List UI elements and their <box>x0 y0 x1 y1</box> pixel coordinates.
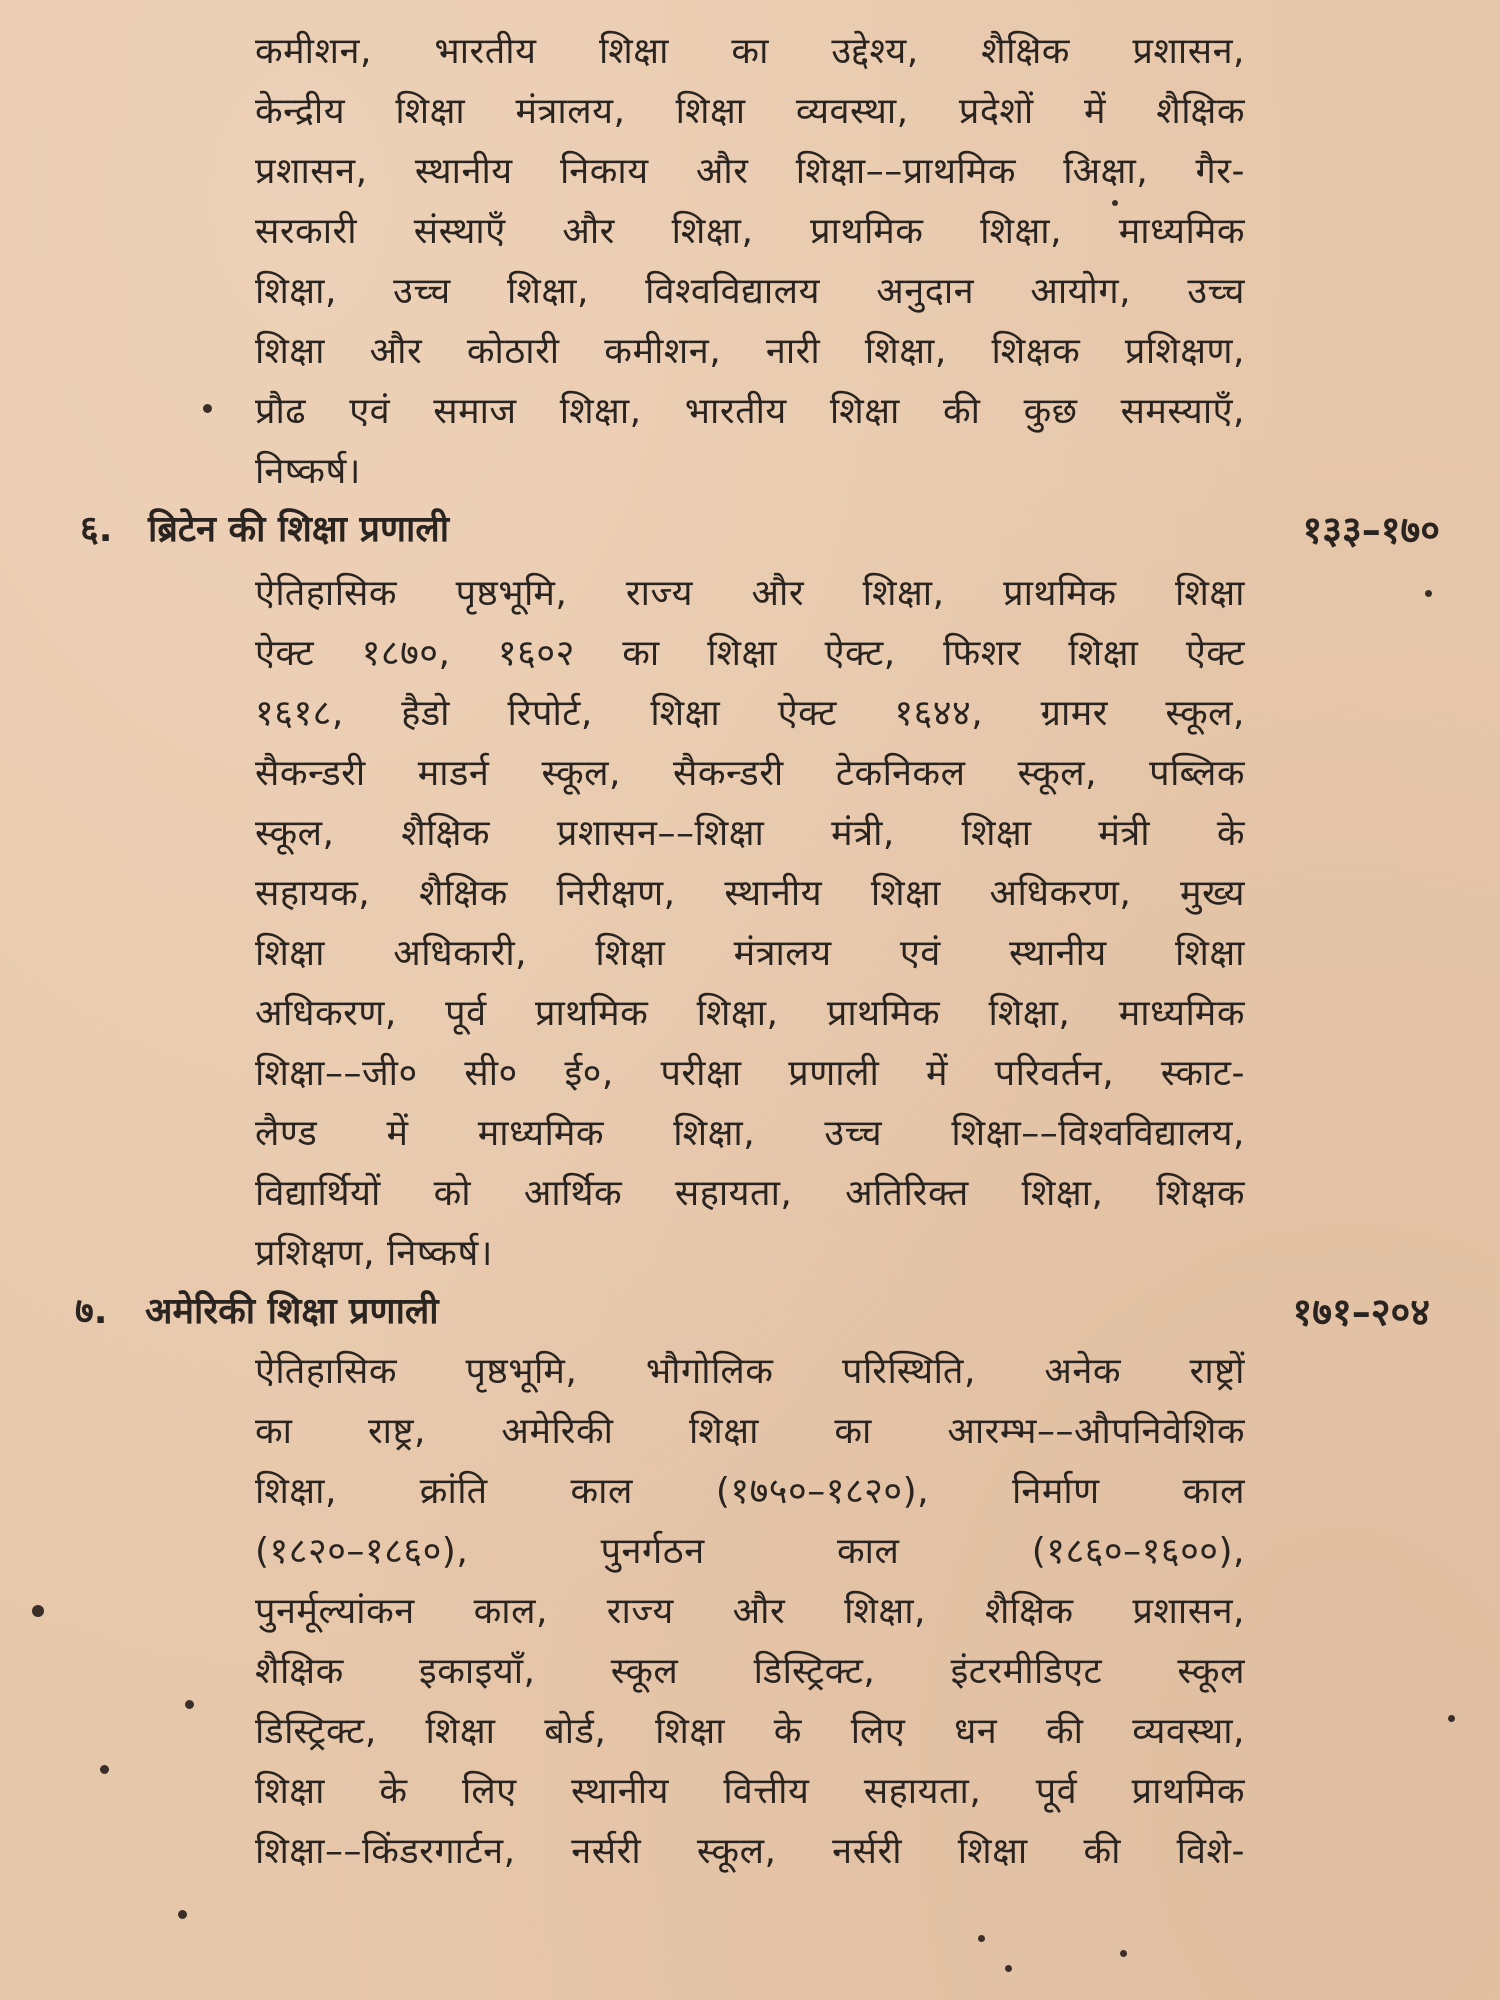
paper-speck <box>1448 1715 1455 1722</box>
paper-speck <box>978 1935 985 1942</box>
text-line: सहायक, शैक्षिक निरीक्षण, स्थानीय शिक्षा अधिकरण, मुख्य <box>255 873 1245 914</box>
section-number: ७. <box>75 1291 108 1332</box>
text-line: स्कूल, शैक्षिक प्रशासन––शिक्षा मंत्री, शिक्षा मंत्री के <box>255 813 1245 854</box>
paper-speck <box>1005 1965 1012 1972</box>
text-line: कमीशन, भारतीय शिक्षा का उद्देश्य, शैक्षिक प्रशासन, <box>255 31 1245 72</box>
paper-speck <box>178 1910 187 1919</box>
paper-speck <box>1112 200 1118 206</box>
text-line: शिक्षा के लिए स्थानीय वित्तीय सहायता, पूर्व प्राथमिक <box>255 1771 1245 1812</box>
paper-speck <box>1425 590 1432 597</box>
text-line: विद्यार्थियों को आर्थिक सहायता, अतिरिक्त शिक्षा, शिक्षक <box>255 1173 1245 1214</box>
text-line: प्रशिक्षण, निष्कर्ष। <box>255 1233 493 1274</box>
text-line: प्रौढ एवं समाज शिक्षा, भारतीय शिक्षा की कुछ समस्याएँ, <box>255 391 1245 432</box>
text-line: ऐक्ट १८७०, १६०२ का शिक्षा ऐक्ट, फिशर शिक्षा ऐक्ट <box>255 633 1245 674</box>
text-line: शिक्षा, क्रांति काल (१७५०–१८२०), निर्माण काल <box>255 1471 1245 1512</box>
text-line: १६१८, हैडो रिपोर्ट, शिक्षा ऐक्ट १६४४, ग्रामर स्कूल, <box>255 693 1245 734</box>
text-line: प्रशासन, स्थानीय निकाय और शिक्षा––प्राथमिक अिक्षा, गैर- <box>255 151 1245 192</box>
section-title: ब्रिटेन की शिक्षा प्रणाली <box>148 509 450 550</box>
text-line: डिस्ट्रिक्ट, शिक्षा बोर्ड, शिक्षा के लिए धन की व्यवस्था, <box>255 1711 1245 1752</box>
text-line: शिक्षा––जी० सी० ई०, परीक्षा प्रणाली में परिवर्तन, स्काट- <box>255 1053 1245 1094</box>
text-line: शिक्षा अधिकारी, शिक्षा मंत्रालय एवं स्थानीय शिक्षा <box>255 933 1245 974</box>
section-page-range: १३३–१७० <box>1302 508 1440 552</box>
section-title: अमेरिकी शिक्षा प्रणाली <box>145 1291 439 1332</box>
text-line: लैण्ड में माध्यमिक शिक्षा, उच्च शिक्षा––विश्वविद्यालय, <box>255 1113 1245 1154</box>
paper-speck <box>32 1605 44 1617</box>
text-line: केन्द्रीय शिक्षा मंत्रालय, शिक्षा व्यवस्था, प्रदेशों में शैक्षिक <box>255 91 1245 132</box>
text-line: ऐतिहासिक पृष्ठभूमि, भौगोलिक परिस्थिति, अनेक राष्ट्रों <box>255 1351 1245 1392</box>
text-line: शिक्षा, उच्च शिक्षा, विश्वविद्यालय अनुदान आयोग, उच्च <box>255 271 1245 312</box>
text-line: सैकन्डरी माडर्न स्कूल, सैकन्डरी टेकनिकल स्कूल, पब्लिक <box>255 753 1245 794</box>
section-number: ६. <box>80 509 113 550</box>
text-line: (१८२०–१८६०), पुनर्गठन काल (१८६०–१६००), <box>255 1531 1245 1572</box>
paper-speck <box>185 1700 194 1709</box>
text-line: शिक्षा––किंडरगार्टन, नर्सरी स्कूल, नर्सरी शिक्षा की विशे- <box>255 1831 1245 1872</box>
paper-speck <box>1120 1950 1127 1957</box>
text-line: निष्कर्ष। <box>255 451 361 492</box>
text-line: पुनर्मूल्यांकन काल, राज्य और शिक्षा, शैक्षिक प्रशासन, <box>255 1591 1245 1632</box>
text-line: शैक्षिक इकाइयाँ, स्कूल डिस्ट्रिक्ट, इंटरमीडिएट स्कूल <box>255 1651 1245 1692</box>
text-line: शिक्षा और कोठारी कमीशन, नारी शिक्षा, शिक्षक प्रशिक्षण, <box>255 331 1245 372</box>
text-line: ऐतिहासिक पृष्ठभूमि, राज्य और शिक्षा, प्राथमिक शिक्षा <box>255 573 1245 614</box>
text-line: का राष्ट्र, अमेरिकी शिक्षा का आरम्भ––औपनिवेशिक <box>255 1411 1245 1452</box>
paper-speck <box>203 404 212 413</box>
text-line: सरकारी संस्थाएँ और शिक्षा, प्राथमिक शिक्षा, माध्यमिक <box>255 211 1245 252</box>
section-page-range: १७१–२०४ <box>1292 1290 1430 1334</box>
text-line: अधिकरण, पूर्व प्राथमिक शिक्षा, प्राथमिक शिक्षा, माध्यमिक <box>255 993 1245 1034</box>
paper-speck <box>100 1765 109 1774</box>
